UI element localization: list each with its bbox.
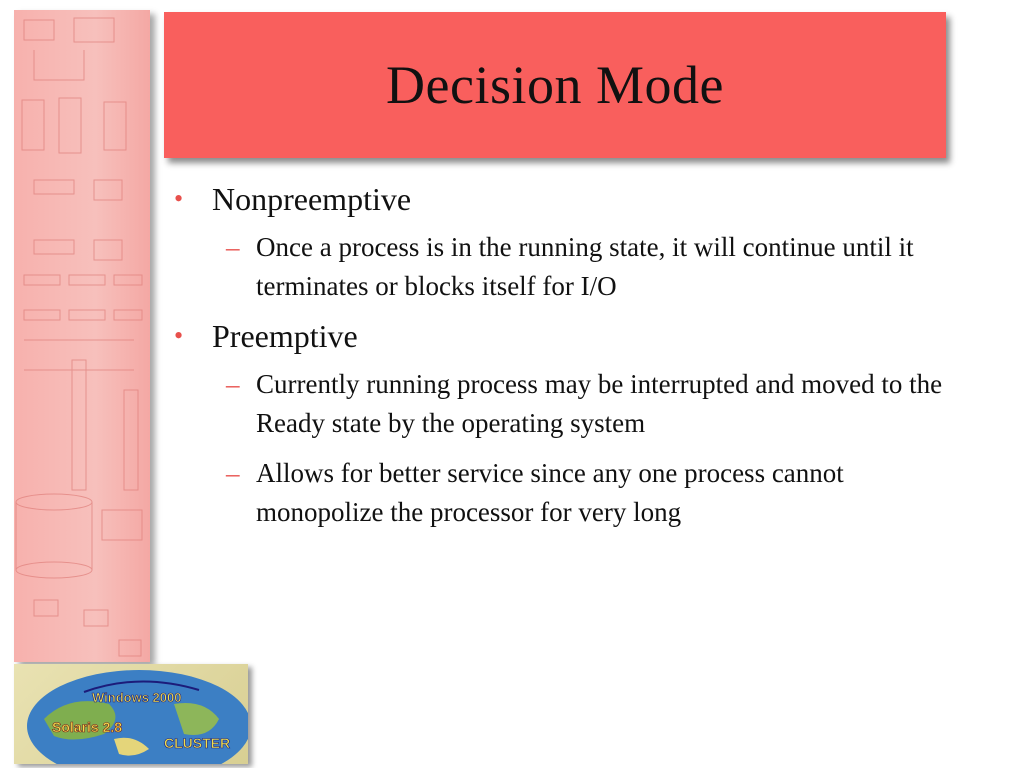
bullet-text: Nonpreemptive bbox=[212, 181, 412, 217]
globe-logo-graphic bbox=[14, 664, 248, 764]
sub-bullet-text: Allows for better service since any one process cannot monopolize the processor for very long bbox=[256, 458, 844, 527]
logo-text-windows: Windows 2000 bbox=[92, 690, 182, 705]
sub-bullet-marker: – bbox=[226, 369, 240, 399]
faded-diagram-graphic bbox=[14, 10, 150, 662]
sub-bullet-text: Currently running process may be interrupted and moved to the Ready state by the operating system bbox=[256, 369, 943, 438]
bullet-marker: • bbox=[174, 321, 184, 350]
slide-title: Decision Mode bbox=[386, 55, 724, 115]
bullet-marker: • bbox=[174, 184, 184, 213]
bullet-nonpreemptive bbox=[168, 180, 968, 218]
logo-text-cluster: CLUSTER bbox=[164, 735, 231, 751]
title-banner bbox=[164, 12, 946, 158]
slide-content bbox=[168, 180, 968, 543]
bullet-preemptive bbox=[168, 317, 968, 355]
decorative-diagram-strip bbox=[14, 10, 150, 662]
sub-bullet-preemptive-service bbox=[168, 454, 956, 532]
logo-text-solaris: Solaris 2.8 bbox=[52, 719, 123, 735]
globe-logo bbox=[14, 664, 248, 764]
sub-bullet-nonpreemptive-definition bbox=[168, 228, 956, 306]
sub-bullet-preemptive-interrupt bbox=[168, 365, 956, 443]
sub-bullet-marker: – bbox=[226, 232, 240, 262]
sub-bullet-text: Once a process is in the running state, it will continue until it terminates or blocks itself for I/O bbox=[256, 232, 914, 301]
sub-bullet-marker: – bbox=[226, 458, 240, 488]
bullet-text: Preemptive bbox=[212, 318, 358, 354]
